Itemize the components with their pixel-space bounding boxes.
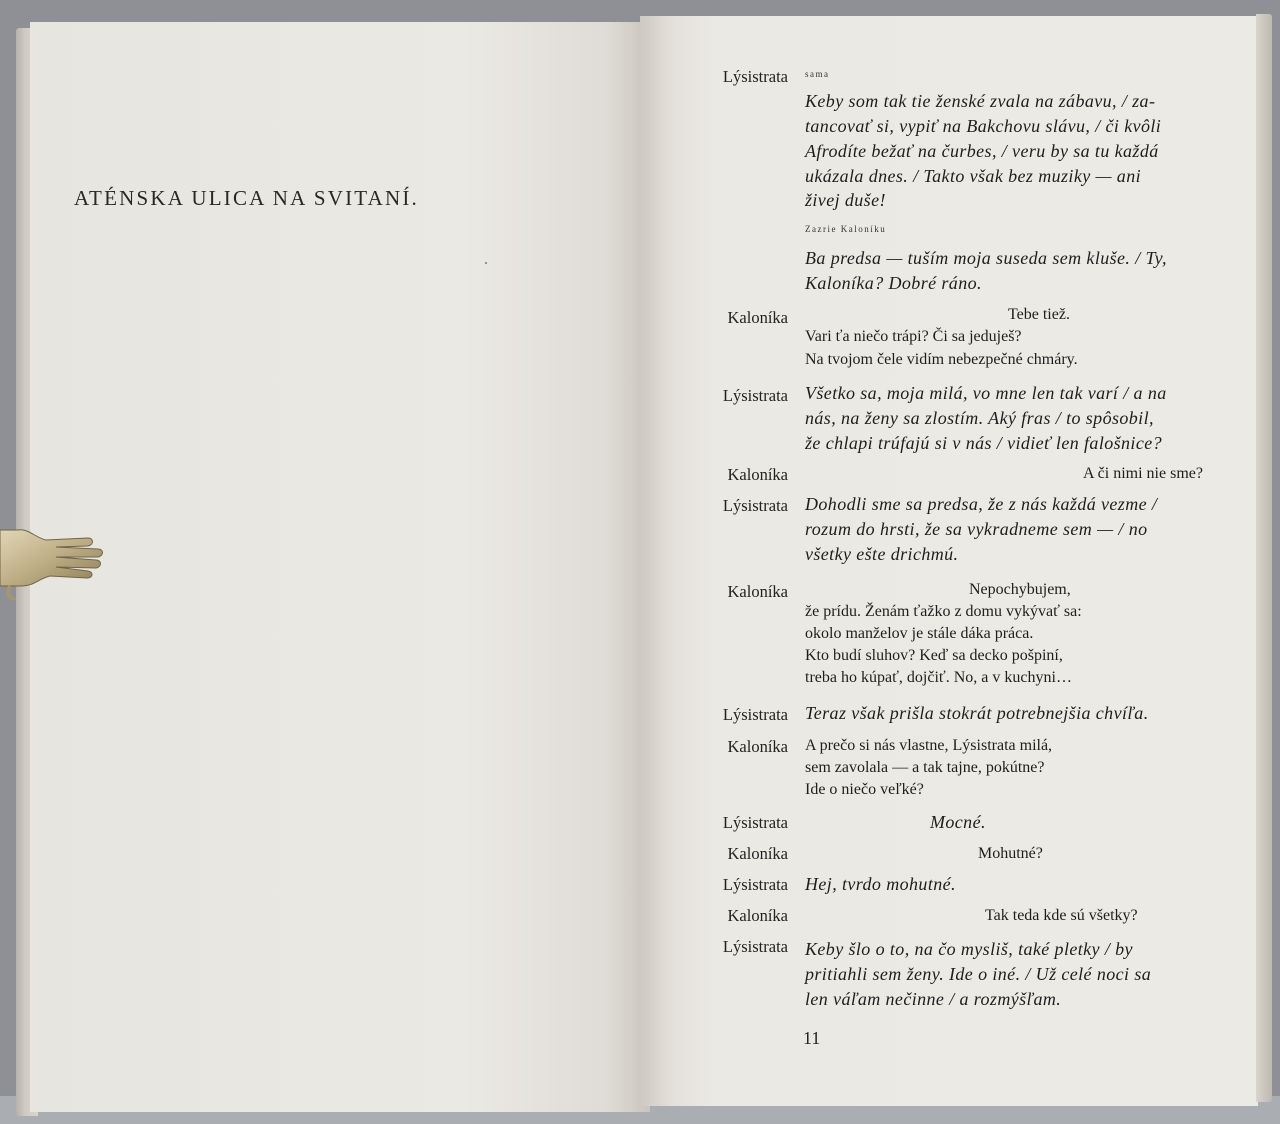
dialogue-line: ukázala dnes. / Takto však bez muziky — ani (805, 166, 1142, 186)
dialogue-line: Ba predsa — tuším moja suseda sem kluše. / Ty, (805, 248, 1167, 268)
dialogue-line: A prečo si nás vlastne, Lýsistrata milá, (805, 737, 1053, 754)
speaker-name: Lýsistrata (722, 875, 788, 894)
speaker-name: Kaloníka (727, 737, 788, 756)
hand-bookmark-icon (0, 520, 110, 600)
dialogue-line: treba ho kúpať, dojčiť. No, a v kuchyni… (805, 669, 1072, 686)
dialogue-line: len váľam nečinne / a rozmýšľam. (805, 989, 1062, 1009)
speaker-name: Kaloníka (727, 844, 788, 863)
speaker-name: Kaloníka (727, 308, 788, 327)
dialogue-line: živej duše! (805, 190, 886, 210)
dialogue-line: okolo manželov je stále dáka práca. (805, 625, 1034, 642)
page-stack-right (1256, 14, 1272, 1102)
dialogue-line: Keby som tak tie ženské zvala na zábavu, / za- (805, 91, 1156, 111)
dialogue-line: všetky ešte drichmú. (805, 544, 959, 564)
dialogue-line: tancovať si, vypiť na Bakchovu slávu, / či kvôli (805, 116, 1162, 136)
dialogue-line: Nepochybujem, (969, 581, 1071, 598)
stage-direction: sama (805, 69, 830, 79)
dialogue-line: A či nimi nie sme? (1083, 465, 1203, 482)
dialogue-line: nás, na ženy sa zlostím. Aký fras / to spôsobil, (805, 408, 1154, 428)
dialogue-line: Mocné. (930, 812, 986, 832)
dialogue-line: Tak teda kde sú všetky? (985, 907, 1138, 924)
speaker-name: Lýsistrata (722, 813, 788, 832)
dialogue-line: pritiahli sem ženy. Ide o iné. / Už celé noci sa (805, 964, 1152, 984)
speaker-name: Lýsistrata (722, 705, 788, 724)
dialogue-line: Dohodli sme sa predsa, že z nás každá vezme / (805, 494, 1158, 514)
speaker-name: Kaloníka (727, 465, 788, 484)
dialogue-line: rozum do hrsti, že sa vykradneme sem — / no (805, 519, 1148, 539)
dialogue-line: Mohutné? (978, 845, 1043, 862)
dialogue-line: Hej, tvrdo mohutné. (805, 874, 956, 894)
dialogue-line: sem zavolala — a tak tajne, pokútne? (805, 759, 1045, 776)
speaker-name: Lýsistrata (722, 937, 788, 956)
scene-heading: ATÉNSKA ULICA NA SVITANÍ. (74, 186, 419, 210)
dialogue-line: Kto budí sluhov? Keď sa decko pošpiní, (805, 647, 1063, 664)
speaker-name: Lýsistrata (722, 496, 788, 515)
dialogue-line: Na tvojom čele vidím nebezpečné chmáry. (805, 351, 1078, 368)
stage-direction: Zazrie Kaloníku (805, 224, 887, 234)
dialogue-line: Všetko sa, moja milá, vo mne len tak varí / a na (805, 383, 1167, 403)
dialogue-line: Vari ťa niečo trápi? Či sa jeduješ? (805, 328, 1022, 345)
dialogue-line: že chlapi trúfajú si v nás / vidieť len falošnice? (805, 433, 1162, 453)
dialogue-line: Teraz však prišla stokrát potrebnejšia chvíľa. (805, 703, 1149, 723)
dialogue-line: Afrodíte bežať na čurbes, / veru by sa tu každá (805, 141, 1159, 161)
dialogue-line: Kaloníka? Dobré ráno. (805, 273, 982, 293)
paper-speck (485, 262, 487, 264)
speaker-name: Lýsistrata (722, 386, 788, 405)
dialogue-line: Keby šlo o to, na čo mysliš, také pletky / by (805, 939, 1133, 959)
dialogue-line: že prídu. Ženám ťažko z domu vykývať sa: (805, 603, 1082, 620)
speaker-name: Kaloníka (727, 906, 788, 925)
page-number: 11 (803, 1028, 821, 1048)
speaker-name: Lýsistrata (722, 67, 788, 86)
dialogue-line: Ide o niečo veľké? (805, 781, 924, 798)
dialogue-line: Tebe tiež. (1008, 306, 1070, 323)
speaker-name: Kaloníka (727, 582, 788, 601)
